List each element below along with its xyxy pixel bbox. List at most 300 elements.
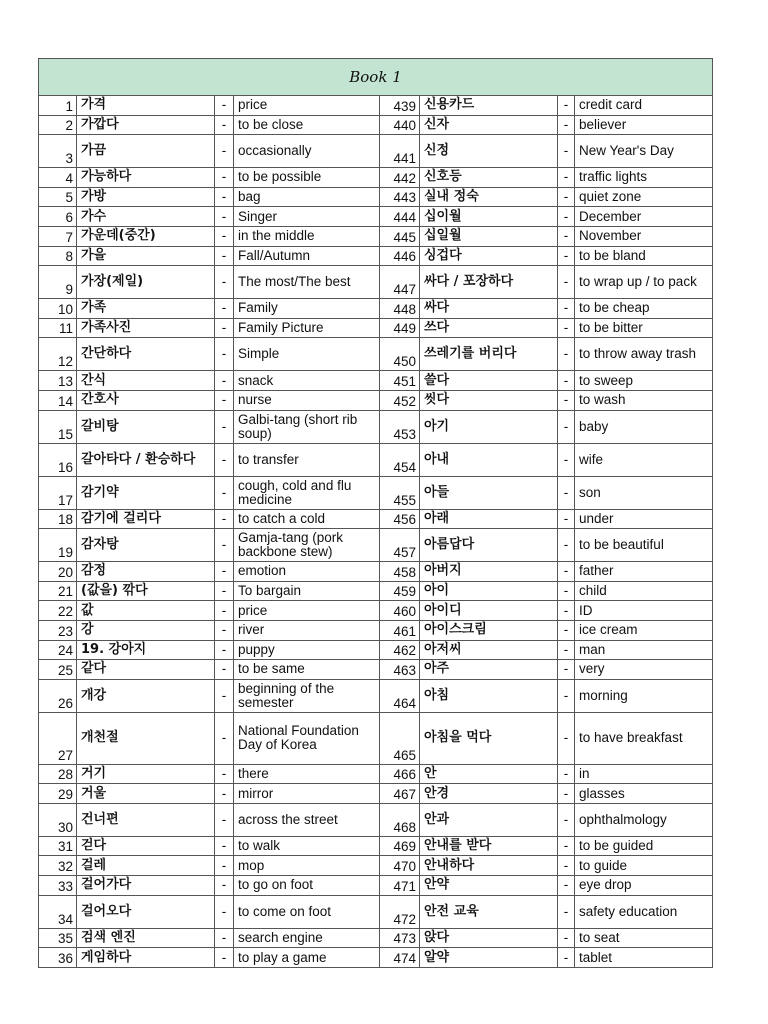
right-entry-number: 446	[380, 246, 420, 266]
left-entry-number: 11	[39, 318, 77, 338]
right-entry-number: 460	[380, 601, 420, 621]
right-entry-number: 472	[380, 895, 420, 928]
left-korean-word: 가격	[77, 96, 215, 116]
left-english-meaning: river	[234, 620, 380, 640]
right-separator: -	[558, 581, 575, 601]
left-english-meaning: emotion	[234, 562, 380, 582]
left-english-meaning: Singer	[234, 207, 380, 227]
right-korean-word: 신용카드	[420, 96, 558, 116]
right-entry-number: 453	[380, 410, 420, 443]
right-entry-number: 465	[380, 712, 420, 764]
left-separator: -	[215, 529, 234, 562]
right-english-meaning: ophthalmology	[575, 803, 713, 836]
right-entry-number: 464	[380, 679, 420, 712]
left-english-meaning: to be close	[234, 115, 380, 135]
left-entry-number: 28	[39, 764, 77, 784]
table-row	[39, 895, 713, 928]
left-korean-word: 검색 엔진	[77, 928, 215, 948]
left-korean-word: 걷다	[77, 836, 215, 856]
right-entry-number: 466	[380, 764, 420, 784]
right-english-meaning: to be guided	[575, 836, 713, 856]
left-separator: -	[215, 948, 234, 968]
right-english-meaning: eye drop	[575, 876, 713, 896]
left-english-meaning: there	[234, 764, 380, 784]
left-separator: -	[215, 679, 234, 712]
left-korean-word: 간식	[77, 371, 215, 391]
left-english-meaning: To bargain	[234, 581, 380, 601]
right-separator: -	[558, 640, 575, 660]
right-entry-number: 457	[380, 529, 420, 562]
table-row	[39, 948, 713, 968]
right-english-meaning: wife	[575, 443, 713, 476]
right-english-meaning: to be bland	[575, 246, 713, 266]
left-english-meaning: Fall/Autumn	[234, 246, 380, 266]
left-korean-word: 갈아타다 / 환승하다	[77, 443, 215, 476]
left-separator: -	[215, 299, 234, 319]
right-entry-number: 462	[380, 640, 420, 660]
left-english-meaning: across the street	[234, 803, 380, 836]
right-korean-word: 안	[420, 764, 558, 784]
right-korean-word: 신자	[420, 115, 558, 135]
left-korean-word: 가깝다	[77, 115, 215, 135]
right-korean-word: 싸다	[420, 299, 558, 319]
right-english-meaning: under	[575, 509, 713, 529]
left-entry-number: 19	[39, 529, 77, 562]
left-entry-number: 12	[39, 338, 77, 371]
right-separator: -	[558, 115, 575, 135]
table-row	[39, 135, 713, 168]
left-entry-number: 16	[39, 443, 77, 476]
right-separator: -	[558, 318, 575, 338]
right-entry-number: 450	[380, 338, 420, 371]
table-row	[39, 168, 713, 188]
table-row	[39, 764, 713, 784]
left-english-meaning: in the middle	[234, 226, 380, 246]
left-entry-number: 29	[39, 784, 77, 804]
left-separator: -	[215, 371, 234, 391]
right-korean-word: 씻다	[420, 390, 558, 410]
right-korean-word: 쓰다	[420, 318, 558, 338]
left-separator: -	[215, 895, 234, 928]
table-row	[39, 115, 713, 135]
left-korean-word: 가운데(중간)	[77, 226, 215, 246]
left-korean-word: 가방	[77, 187, 215, 207]
left-entry-number: 9	[39, 266, 77, 299]
table-row	[39, 712, 713, 764]
left-separator: -	[215, 876, 234, 896]
right-korean-word: 아침을 먹다	[420, 712, 558, 764]
left-english-meaning: puppy	[234, 640, 380, 660]
left-english-meaning: Gamja-tang (pork backbone stew)	[234, 529, 380, 562]
left-english-meaning: nurse	[234, 390, 380, 410]
right-korean-word: 안경	[420, 784, 558, 804]
left-entry-number: 35	[39, 928, 77, 948]
table-row	[39, 318, 713, 338]
right-english-meaning: November	[575, 226, 713, 246]
right-separator: -	[558, 135, 575, 168]
right-korean-word: 안내를 받다	[420, 836, 558, 856]
left-entry-number: 22	[39, 601, 77, 621]
right-entry-number: 445	[380, 226, 420, 246]
left-separator: -	[215, 764, 234, 784]
right-korean-word: 아침	[420, 679, 558, 712]
left-entry-number: 7	[39, 226, 77, 246]
right-separator: -	[558, 803, 575, 836]
right-english-meaning: to be bitter	[575, 318, 713, 338]
right-english-meaning: to be cheap	[575, 299, 713, 319]
right-korean-word: 아버지	[420, 562, 558, 582]
left-english-meaning: to walk	[234, 836, 380, 856]
right-korean-word: 싸다 / 포장하다	[420, 266, 558, 299]
right-korean-word: 아기	[420, 410, 558, 443]
table-row	[39, 226, 713, 246]
right-english-meaning: in	[575, 764, 713, 784]
right-entry-number: 439	[380, 96, 420, 116]
right-entry-number: 448	[380, 299, 420, 319]
right-english-meaning: ID	[575, 601, 713, 621]
right-entry-number: 451	[380, 371, 420, 391]
right-korean-word: 알약	[420, 948, 558, 968]
table-row	[39, 928, 713, 948]
left-korean-word: 갈비탕	[77, 410, 215, 443]
left-korean-word: 거울	[77, 784, 215, 804]
left-entry-number: 26	[39, 679, 77, 712]
left-separator: -	[215, 640, 234, 660]
left-korean-word: 개강	[77, 679, 215, 712]
left-entry-number: 5	[39, 187, 77, 207]
table-row	[39, 529, 713, 562]
right-separator: -	[558, 226, 575, 246]
left-korean-word: 가족사진	[77, 318, 215, 338]
left-english-meaning: price	[234, 96, 380, 116]
right-english-meaning: believer	[575, 115, 713, 135]
right-separator: -	[558, 168, 575, 188]
table-row	[39, 836, 713, 856]
left-english-meaning: to catch a cold	[234, 509, 380, 529]
right-entry-number: 458	[380, 562, 420, 582]
left-entry-number: 2	[39, 115, 77, 135]
right-english-meaning: morning	[575, 679, 713, 712]
right-entry-number: 444	[380, 207, 420, 227]
right-entry-number: 469	[380, 836, 420, 856]
left-separator: -	[215, 509, 234, 529]
right-separator: -	[558, 410, 575, 443]
left-separator: -	[215, 115, 234, 135]
right-korean-word: 십일월	[420, 226, 558, 246]
left-entry-number: 13	[39, 371, 77, 391]
right-separator: -	[558, 895, 575, 928]
right-english-meaning: to guide	[575, 856, 713, 876]
right-separator: -	[558, 443, 575, 476]
left-korean-word: 19. 강아지	[77, 640, 215, 660]
right-entry-number: 449	[380, 318, 420, 338]
table-row	[39, 371, 713, 391]
right-entry-number: 456	[380, 509, 420, 529]
left-separator: -	[215, 226, 234, 246]
left-korean-word: 감정	[77, 562, 215, 582]
left-entry-number: 21	[39, 581, 77, 601]
left-english-meaning: to go on foot	[234, 876, 380, 896]
right-english-meaning: father	[575, 562, 713, 582]
left-korean-word: 거기	[77, 764, 215, 784]
right-entry-number: 455	[380, 476, 420, 509]
right-english-meaning: son	[575, 476, 713, 509]
left-separator: -	[215, 476, 234, 509]
right-english-meaning: to wrap up / to pack	[575, 266, 713, 299]
table-row	[39, 581, 713, 601]
left-korean-word: 가족	[77, 299, 215, 319]
table-row	[39, 640, 713, 660]
left-entry-number: 4	[39, 168, 77, 188]
right-separator: -	[558, 476, 575, 509]
left-separator: -	[215, 135, 234, 168]
right-separator: -	[558, 529, 575, 562]
right-korean-word: 아들	[420, 476, 558, 509]
table-row	[39, 562, 713, 582]
left-entry-number: 36	[39, 948, 77, 968]
left-english-meaning: Galbi-tang (short rib soup)	[234, 410, 380, 443]
right-separator: -	[558, 338, 575, 371]
table-row	[39, 207, 713, 227]
left-entry-number: 10	[39, 299, 77, 319]
left-korean-word: 감기약	[77, 476, 215, 509]
vocabulary-table	[38, 58, 713, 968]
right-korean-word: 앉다	[420, 928, 558, 948]
right-separator: -	[558, 876, 575, 896]
left-separator: -	[215, 712, 234, 764]
right-separator: -	[558, 207, 575, 227]
left-separator: -	[215, 620, 234, 640]
left-english-meaning: bag	[234, 187, 380, 207]
left-korean-word: 가을	[77, 246, 215, 266]
right-korean-word: 아주	[420, 660, 558, 680]
right-korean-word: 싱겁다	[420, 246, 558, 266]
table-row	[39, 660, 713, 680]
right-separator: -	[558, 562, 575, 582]
left-korean-word: 걸레	[77, 856, 215, 876]
right-separator: -	[558, 856, 575, 876]
right-separator: -	[558, 187, 575, 207]
left-entry-number: 31	[39, 836, 77, 856]
right-english-meaning: tablet	[575, 948, 713, 968]
table-row	[39, 601, 713, 621]
table-row	[39, 410, 713, 443]
left-english-meaning: National Foundation Day of Korea	[234, 712, 380, 764]
right-english-meaning: quiet zone	[575, 187, 713, 207]
right-separator: -	[558, 784, 575, 804]
right-english-meaning: to seat	[575, 928, 713, 948]
left-entry-number: 8	[39, 246, 77, 266]
left-english-meaning: occasionally	[234, 135, 380, 168]
table-row	[39, 803, 713, 836]
right-english-meaning: very	[575, 660, 713, 680]
left-separator: -	[215, 266, 234, 299]
right-separator: -	[558, 836, 575, 856]
left-english-meaning: to transfer	[234, 443, 380, 476]
right-separator: -	[558, 390, 575, 410]
left-english-meaning: search engine	[234, 928, 380, 948]
left-entry-number: 14	[39, 390, 77, 410]
left-separator: -	[215, 803, 234, 836]
left-entry-number: 1	[39, 96, 77, 116]
right-entry-number: 440	[380, 115, 420, 135]
left-separator: -	[215, 338, 234, 371]
left-korean-word: 걸어가다	[77, 876, 215, 896]
right-separator: -	[558, 948, 575, 968]
right-separator: -	[558, 509, 575, 529]
right-english-meaning: credit card	[575, 96, 713, 116]
left-separator: -	[215, 581, 234, 601]
table-row	[39, 476, 713, 509]
left-korean-word: 감자탕	[77, 529, 215, 562]
left-english-meaning: mirror	[234, 784, 380, 804]
left-separator: -	[215, 318, 234, 338]
right-separator: -	[558, 712, 575, 764]
right-korean-word: 쓸다	[420, 371, 558, 391]
left-separator: -	[215, 928, 234, 948]
left-entry-number: 17	[39, 476, 77, 509]
left-korean-word: 강	[77, 620, 215, 640]
left-korean-word: 걸어오다	[77, 895, 215, 928]
right-korean-word: 아이스크림	[420, 620, 558, 640]
right-separator: -	[558, 679, 575, 712]
left-korean-word: 값	[77, 601, 215, 621]
left-separator: -	[215, 187, 234, 207]
left-entry-number: 18	[39, 509, 77, 529]
right-korean-word: 아이	[420, 581, 558, 601]
right-korean-word: 안약	[420, 876, 558, 896]
right-english-meaning: New Year's Day	[575, 135, 713, 168]
left-english-meaning: snack	[234, 371, 380, 391]
right-entry-number: 473	[380, 928, 420, 948]
left-korean-word: 가끔	[77, 135, 215, 168]
table-row	[39, 96, 713, 116]
left-entry-number: 20	[39, 562, 77, 582]
left-separator: -	[215, 410, 234, 443]
right-korean-word: 아이디	[420, 601, 558, 621]
right-korean-word: 안과	[420, 803, 558, 836]
left-separator: -	[215, 390, 234, 410]
left-korean-word: 건너편	[77, 803, 215, 836]
left-korean-word: 같다	[77, 660, 215, 680]
right-entry-number: 459	[380, 581, 420, 601]
table-row	[39, 187, 713, 207]
table-row	[39, 876, 713, 896]
left-separator: -	[215, 601, 234, 621]
left-korean-word: 감기에 걸리다	[77, 509, 215, 529]
right-korean-word: 십이월	[420, 207, 558, 227]
right-entry-number: 454	[380, 443, 420, 476]
left-english-meaning: beginning of the semester	[234, 679, 380, 712]
right-english-meaning: baby	[575, 410, 713, 443]
table-row	[39, 679, 713, 712]
left-entry-number: 34	[39, 895, 77, 928]
right-korean-word: 아름답다	[420, 529, 558, 562]
right-entry-number: 452	[380, 390, 420, 410]
table-row	[39, 338, 713, 371]
left-separator: -	[215, 246, 234, 266]
right-english-meaning: ice cream	[575, 620, 713, 640]
right-english-meaning: December	[575, 207, 713, 227]
right-english-meaning: to sweep	[575, 371, 713, 391]
left-english-meaning: mop	[234, 856, 380, 876]
right-separator: -	[558, 620, 575, 640]
left-english-meaning: Simple	[234, 338, 380, 371]
right-separator: -	[558, 371, 575, 391]
left-english-meaning: cough, cold and flu medicine	[234, 476, 380, 509]
left-entry-number: 24	[39, 640, 77, 660]
right-english-meaning: to have breakfast	[575, 712, 713, 764]
right-separator: -	[558, 299, 575, 319]
left-entry-number: 15	[39, 410, 77, 443]
left-korean-word: 가수	[77, 207, 215, 227]
table-row	[39, 784, 713, 804]
left-separator: -	[215, 443, 234, 476]
right-separator: -	[558, 96, 575, 116]
left-entry-number: 3	[39, 135, 77, 168]
left-separator: -	[215, 836, 234, 856]
table-row	[39, 856, 713, 876]
right-english-meaning: safety education	[575, 895, 713, 928]
left-korean-word: 게임하다	[77, 948, 215, 968]
right-separator: -	[558, 764, 575, 784]
left-english-meaning: to come on foot	[234, 895, 380, 928]
right-separator: -	[558, 928, 575, 948]
left-english-meaning: to be same	[234, 660, 380, 680]
left-english-meaning: to play a game	[234, 948, 380, 968]
left-english-meaning: to be possible	[234, 168, 380, 188]
right-entry-number: 442	[380, 168, 420, 188]
table-row	[39, 266, 713, 299]
left-korean-word: 개천절	[77, 712, 215, 764]
right-english-meaning: glasses	[575, 784, 713, 804]
right-entry-number: 461	[380, 620, 420, 640]
left-separator: -	[215, 856, 234, 876]
vocabulary-sheet	[38, 58, 712, 968]
left-korean-word: 간호사	[77, 390, 215, 410]
right-english-meaning: traffic lights	[575, 168, 713, 188]
left-entry-number: 25	[39, 660, 77, 680]
right-korean-word: 안전 교육	[420, 895, 558, 928]
left-separator: -	[215, 660, 234, 680]
right-korean-word: 아저씨	[420, 640, 558, 660]
table-row	[39, 509, 713, 529]
right-korean-word: 아래	[420, 509, 558, 529]
right-english-meaning: to be beautiful	[575, 529, 713, 562]
right-english-meaning: to throw away trash	[575, 338, 713, 371]
right-korean-word: 쓰레기를 버리다	[420, 338, 558, 371]
right-separator: -	[558, 660, 575, 680]
right-korean-word: 아내	[420, 443, 558, 476]
right-entry-number: 447	[380, 266, 420, 299]
table-row	[39, 299, 713, 319]
left-english-meaning: price	[234, 601, 380, 621]
right-entry-number: 468	[380, 803, 420, 836]
right-separator: -	[558, 266, 575, 299]
right-entry-number: 470	[380, 856, 420, 876]
right-separator: -	[558, 601, 575, 621]
table-row	[39, 246, 713, 266]
right-korean-word: 실내 정숙	[420, 187, 558, 207]
right-entry-number: 471	[380, 876, 420, 896]
right-separator: -	[558, 246, 575, 266]
left-entry-number: 32	[39, 856, 77, 876]
book-title: Book 1	[39, 59, 713, 96]
left-separator: -	[215, 207, 234, 227]
left-entry-number: 23	[39, 620, 77, 640]
right-korean-word: 신정	[420, 135, 558, 168]
right-english-meaning: to wash	[575, 390, 713, 410]
